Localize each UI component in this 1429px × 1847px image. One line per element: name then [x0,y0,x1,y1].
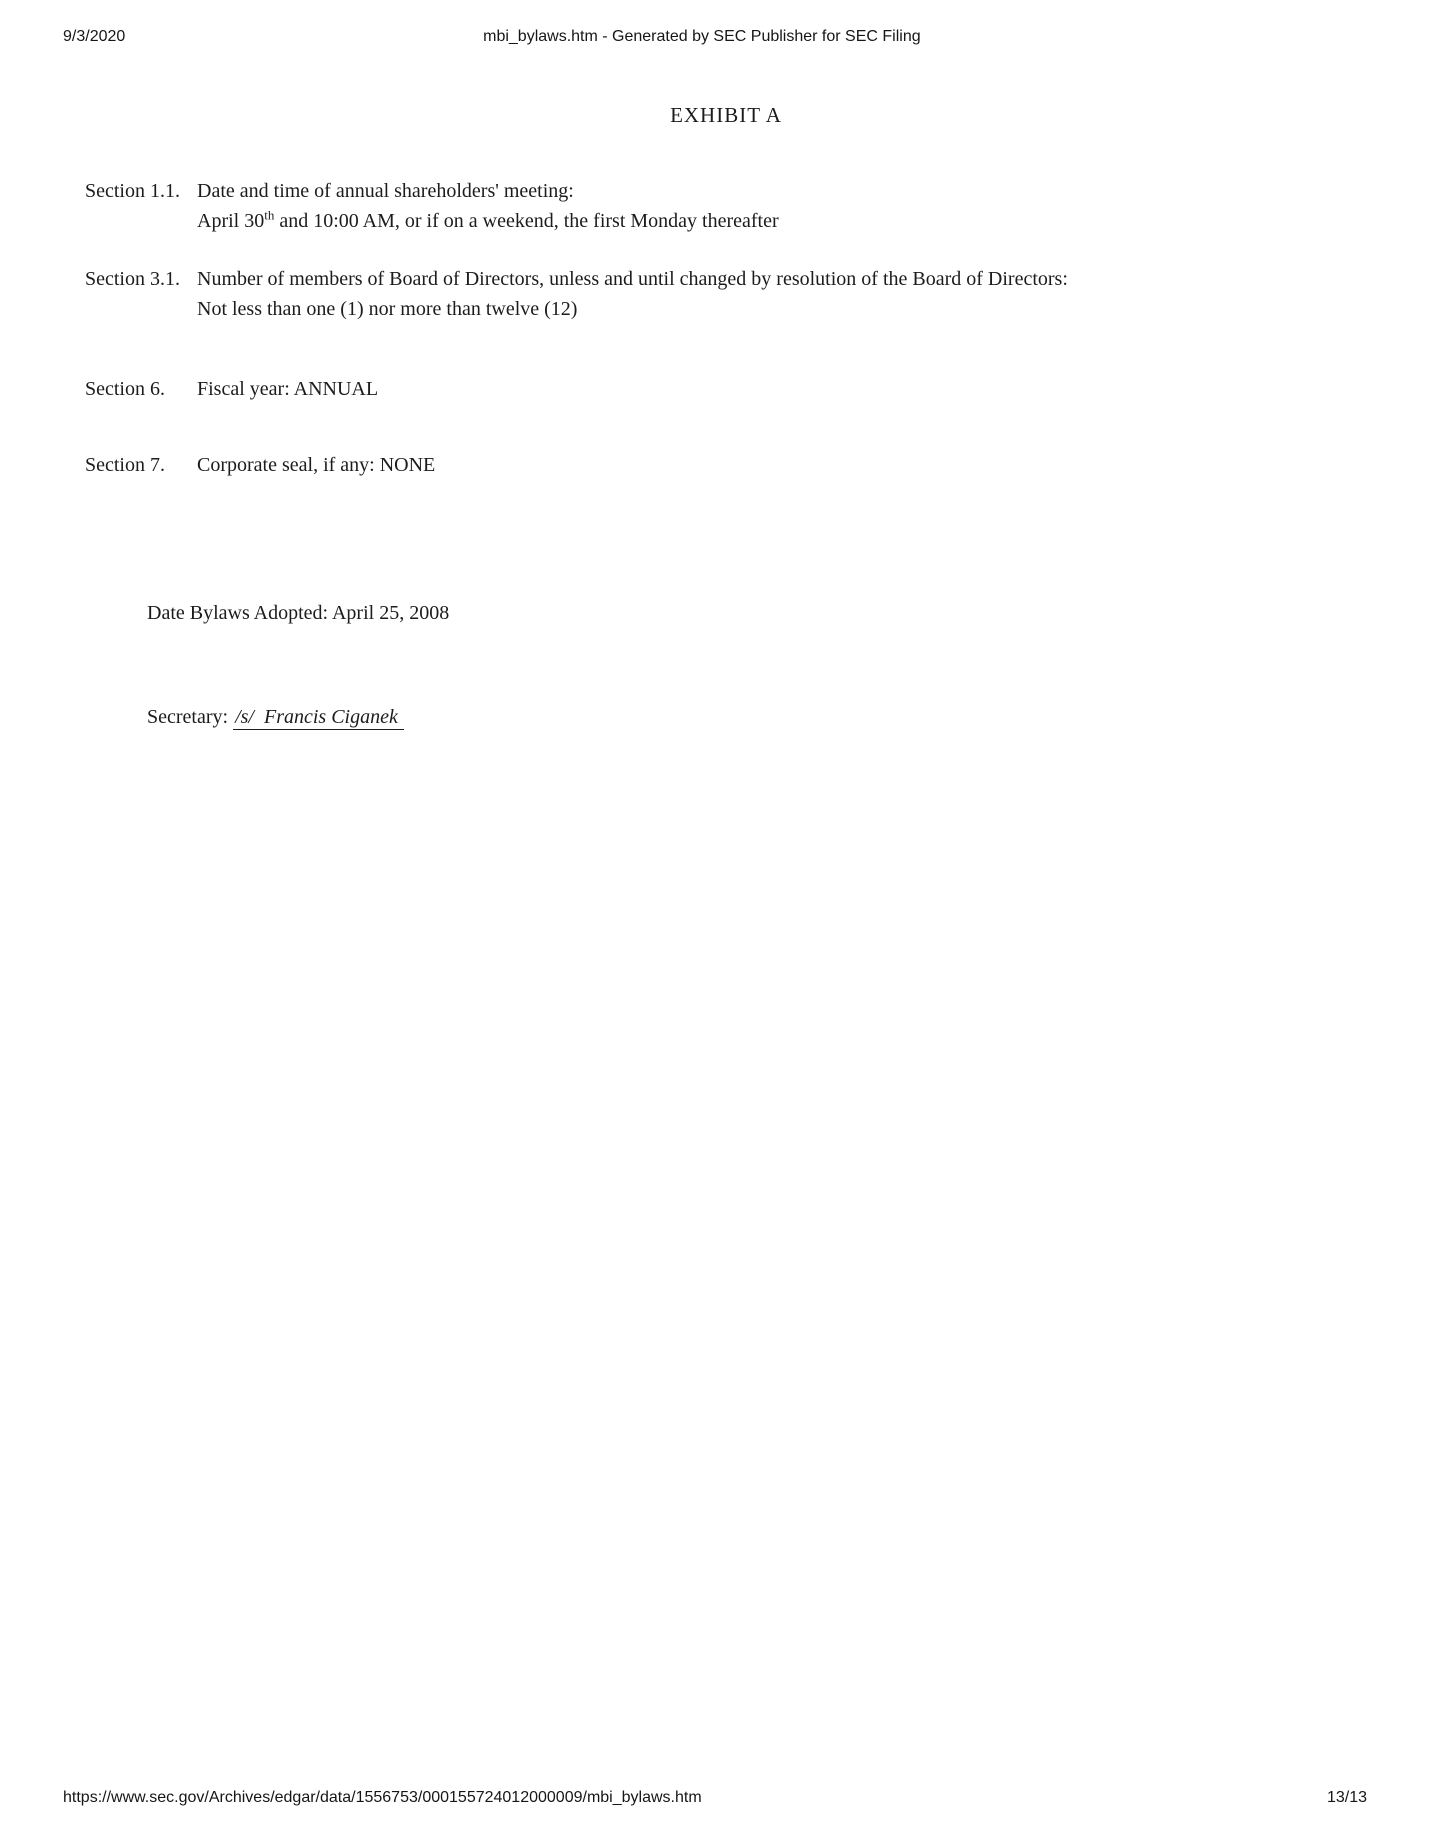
print-header [63,28,1367,50]
section-row-3-1 [85,264,1367,324]
section-text-part: and 10:00 AM, or if on a weekend, the first Monday thereafter [274,210,779,232]
section-body [197,450,1367,480]
section-body [197,374,1367,404]
footer-url: https://www.sec.gov/Archives/edgar/data/1556753/000155724012000009/mbi_bylaws.htm [63,1789,702,1806]
page-indicator: 13/13 [1326,1789,1367,1806]
section-label: Section 6. [85,378,165,400]
section-text-line: Date and time of annual shareholders' meeting: [197,180,574,202]
ordinal-superscript: th [264,207,275,223]
section-row-6 [85,374,1367,404]
print-footer [63,1789,1367,1811]
section-label: Section 1.1. [85,180,180,202]
section-label: Section 7. [85,454,165,476]
section-text-line [197,206,1367,236]
print-header-title: mbi_bylaws.htm - Generated by SEC Publisher for SEC Filing [483,28,921,45]
section-row-1-1 [85,176,1367,236]
document-content [85,100,1367,732]
section-body [197,176,1367,236]
exhibit-title: EXHIBIT A [670,103,782,127]
section-row-7 [85,450,1367,480]
section-text-line: Number of members of Board of Directors, unless and until changed by resolution of the Board of Directors: [197,268,1068,290]
section-text-line: Not less than one (1) nor more than twelve (12) [197,298,578,320]
bylaws-adopted-line: Date Bylaws Adopted: April 25, 2008 [147,602,450,624]
secretary-line [147,702,1367,732]
section-label: Section 3.1. [85,268,180,290]
section-body [197,264,1367,324]
section-text-line: Corporate seal, if any: NONE [197,454,436,476]
print-date: 9/3/2020 [63,28,126,45]
section-text-part: April 30 [197,210,265,232]
section-text-line: Fiscal year: ANNUAL [197,378,379,400]
secretary-label: Secretary: [147,706,234,728]
secretary-signature: /s/ Francis Ciganek [233,706,404,730]
